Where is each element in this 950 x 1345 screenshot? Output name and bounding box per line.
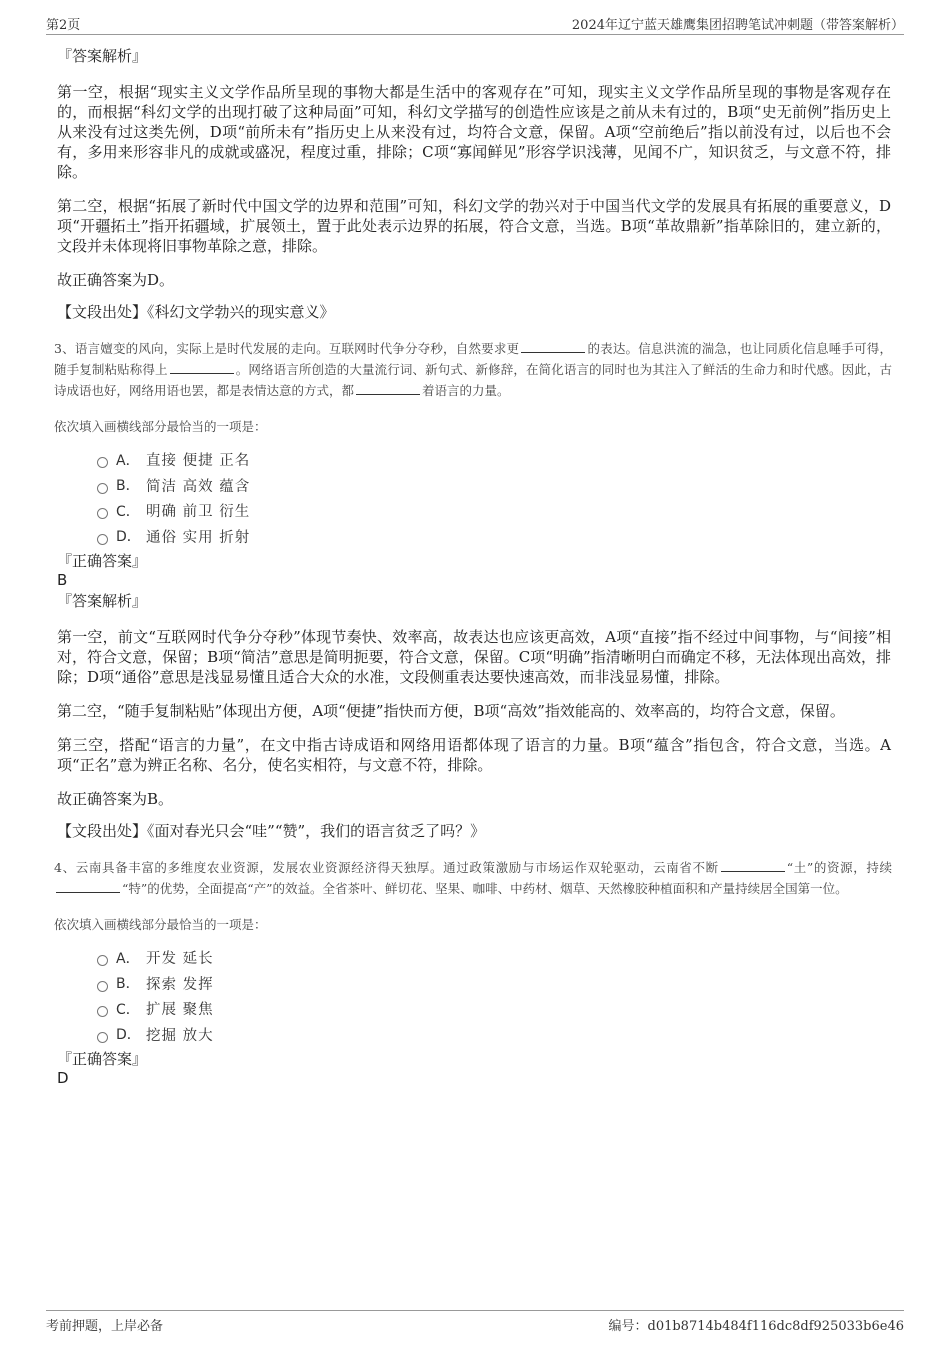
page-footer [46,1310,904,1335]
document-title: 2024年辽宁蓝天雄鹰集团招聘笔试冲刺题（带答案解析） [571,18,904,33]
analysis-label: 『答案解析』 [57,592,148,610]
question-4-text: 4、云南具备丰富的多维度农业资源，发展农业资源经济得天独厚。通过政策激励与市场运作双轮驱动，云南省不断 “土”的资源，持续“特”的优势，全面提高“产”的效益。全省茶叶、鲜切花、坚果、咖啡、中药材、烟草、天然橡胶种植面积和产量持续居全国第一位。 [54,860,892,896]
correct-answer: D [57,1069,69,1087]
footer-slogan: 考前押题，上岸必备 [46,1319,164,1334]
option-a[interactable]: A． 开发 延长 [97,945,891,971]
question-3-text: 3、语言嬗变的风向，实际上是时代发展的走向。互联网时代争分夺秒，自然要求更 的表达。信息洪流的湍急，也让同质化信息唾手可得，随手复制粘贴称得上 。网络语言所创造的大量流行词、新句式、新修辞，在简化语言的同时也为其注入了鲜活的生命力和时代感。因此，古诗成语也好，网络用语也罢，都是表情达意的方式，都 着语言的力量。 [54,341,892,398]
document-body [54,40,892,1087]
analysis-paragraph: 第一空，根据“现实主义文学作品所呈现的事物大都是生活中的客观存在”可知，现实主义文学作品所呈现的事物是客观存在的，而根据“科幻文学的出现打破了这种局面”可知，科幻文学描写的创造性应该是之前从未有过的，B项“史无前例”指历史上从来没有过这类先例，D项“前所未有”指历史上从来没有过，均符合文意，保留。A项“空前绝后”指以前没有过，以后也不会有，多用来形容非凡的成就或盛况，程度过重，排除；C项“寡闻鲜见”形容学识浅薄，见闻不广，知识贫乏，与文意不符，排除。 [57,83,891,181]
source-citation: 【文段出处】《科幻文学勃兴的现实意义》 [57,303,335,321]
radio-button[interactable] [97,483,108,494]
correct-answer-label: 『正确答案』 [57,1050,148,1068]
document-id: 编号：d01b8714b484f116dc8df925033b6e46 [608,1319,904,1334]
analysis-paragraph: 第一空，前文“互联网时代争分夺秒”体现节奏快、效率高，故表达也应该更高效，A项“直接”指不经过中间事物，与“间接”相对，符合文意，保留；B项“简洁”意思是简明扼要，符合文意，保留。C项“明确”指清晰明白而确定不移，无法体现出高效，排除；D项“通俗”意思是浅显易懂且适合大众的水准，文段侧重表达要快速高效，而非浅显易懂，排除。 [57,628,891,686]
correct-answer: B [57,571,68,589]
conclusion: 故正确答案为D。 [57,271,175,289]
question-3-options [97,447,891,549]
fill-blank [521,339,585,353]
fill-blank [721,858,785,872]
option-d[interactable]: D． 通俗 实用 折射 [97,524,891,550]
conclusion: 故正确答案为B。 [57,790,174,808]
source-citation: 【文段出处】《面对春光只会“哇”“赞”，我们的语言贫乏了吗？》 [57,822,486,840]
option-b[interactable]: B． 简洁 高效 蕴含 [97,473,891,499]
radio-button[interactable] [97,1032,108,1043]
option-c[interactable]: C． 明确 前卫 衍生 [97,498,891,524]
fill-blank [170,360,234,374]
question-prompt: 依次填入画横线部分最恰当的一项是： [54,419,267,434]
radio-button[interactable] [97,955,108,966]
analysis-paragraph: 第二空，“随手复制粘贴”体现出方便，A项“便捷”指快而方便，B项“高效”指效能高的、效率高的，均符合文意，保留。 [57,702,845,720]
analysis-paragraph: 第三空，搭配“语言的力量”，在文中指古诗成语和网络用语都体现了语言的力量。B项“蕴含”指包含，符合文意，当选。A项“正名”意为辨正名称、名分，使名实相符，与文意不符，排除。 [57,736,891,774]
fill-blank [56,879,120,893]
question-prompt: 依次填入画横线部分最恰当的一项是： [54,917,267,932]
radio-button[interactable] [97,457,108,468]
fill-blank [356,381,420,395]
page-header [46,12,904,35]
correct-answer-label: 『正确答案』 [57,552,148,570]
option-c[interactable]: C． 扩展 聚焦 [97,996,891,1022]
radio-button[interactable] [97,981,108,992]
question-4-options [97,945,891,1047]
analysis-paragraph: 第二空，根据“拓展了新时代中国文学的边界和范围”可知，科幻文学的勃兴对于中国当代文学的发展具有拓展的重要意义，D项“开疆拓土”指开拓疆域，扩展领土，置于此处表示边界的拓展，符合文意，当选。B项“革故鼎新”指革除旧的，建立新的，文段并未体现将旧事物革除之意，排除。 [57,197,891,255]
radio-button[interactable] [97,1006,108,1017]
option-b[interactable]: B． 探索 发挥 [97,971,891,997]
option-a[interactable]: A． 直接 便捷 正名 [97,447,891,473]
radio-button[interactable] [97,508,108,519]
analysis-label: 『答案解析』 [57,47,148,65]
radio-button[interactable] [97,534,108,545]
option-d[interactable]: D． 挖掘 放大 [97,1022,891,1048]
page-number: 第2页 [46,18,81,33]
